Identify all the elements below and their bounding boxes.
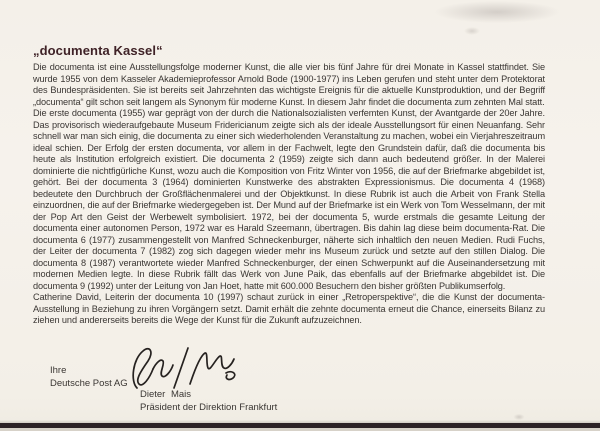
signatory-name: Dieter Mais: [140, 389, 192, 400]
page-title: „documenta Kassel“: [33, 43, 163, 58]
paragraph-history: Die erste documenta (1955) war geprägt von der durch die Nationalsozialisten verfemten Kunst, der Avantgarde der 20er Jahre. Das provisorisch wiederaufgebaute Museum Fridericianum zeigte sich als der ideale Ausstellungsort für einen Neuanfang. Sehr schnell war man sich einig, die documenta zu einer sich wiederholenden Veranstaltung zu machen, wobei ein Vierjahreszeitraum ideal schien. Der Erfolg der ersten documenta, vor allem in der Fachwelt, legte den Grundstein dafür, daß die documenta bis heute als Institution erfolgreich existiert. Die documenta 2 (1959) zeigte sich dann auch bedeutend größer. In der Malerei dominierte die nichtfigürliche Kunst, wozu auch die Komposition von Fritz Winter von 1956, die auf der Briefmarke abgebildet ist, gehört. Bei der documenta 3 (1964) dominierten Kunstwerke des abstrakten Expressionismus. Die documenta 4 (1968) bedeutete den Durchbruch der Großflächenmalerei und der Objektkunst. In diese Rubrik ist auch die Arbeit von Frank Stella einzuordnen, die auf der Briefmarke wiedergegeben ist. Der Mund auf der Briefmarke ist ein Werk von Tom Wesselmann, der mit der Pop Art den Geist der Werbewelt symbolisiert. 1972, bei der documenta 5, wurde erstmals die gesamte Leitung der documenta einer autonomen Person, 1972 war es Harald Szeemann, übertragen. Bis dahin lag diese beim documenta-Rat. Die documenta 6 (1977) zusammengestellt von Manfred Schneckenburger, näherte sich inhaltlich den neuen Medien. Rudi Fuchs, der Leiter der documenta 7 (1982) zog sich dagegen wieder mehr ins Museum zurück und setzte auf den stillen Dialog. Die documenta 8 (1987) verantwortete wieder Manfred Schneckenburger, der einen Schwerpunkt auf die Auseinandersetzung mit modernen Medien legte. In diese Rubrik fällt das Werk von June Paik, das ebenfalls auf der Briefmarke abgebildet ist. Die documenta 9 (1992) unter der Leitung von Jan Hoet, hatte mit 600.000 Besuchern den bisher größten Publikumserfolg.: [33, 108, 545, 291]
signatory-role: Präsident der Direktion Frankfurt: [140, 401, 278, 413]
signoff-company: Deutsche Post AG: [50, 377, 128, 389]
signoff-block: [50, 365, 128, 390]
paragraph-outlook: Catherine David, Leiterin der documenta 10 (1997) schaut zurück in einer „Retroperspektive“, die die Kunst der documenta-Ausstellung in Beziehung zu ihren Vorgängern setzt. Damit erhält die zehnte documenta erneut die Chance, einerseits Bilanz zu ziehen und andererseits bereits die Wege der Kunst für die Zukunft aufzuzeichnen.: [33, 292, 545, 325]
signature-ink-icon: [126, 344, 244, 392]
document-body: [33, 43, 545, 327]
signatory-block: [140, 389, 277, 414]
handwritten-signature: [126, 344, 244, 392]
body-text-block: [33, 62, 545, 327]
paragraph-intro: Die documenta ist eine Ausstellungsfolge moderner Kunst, die alle vier bis fünf Jahre für drei Monate in Kassel stattfindet. Sie wurde 1955 von dem Kasseler Akademieprofessor Arnold Bode (1900-1977) ins Leben gerufen und steht unter dem Protektorat des Bundespräsidenten. Sie ist bereits seit Jahrzehnten das wichtigste Ereignis für die aktuelle Kunstproduktion, und der Begriff „documenta“ gilt schon seit langem als Synonym für moderne Kunst. In diesem Jahr findet die documenta zum zehnten Mal statt.: [33, 62, 545, 107]
signoff-salutation: Ihre: [50, 365, 67, 376]
